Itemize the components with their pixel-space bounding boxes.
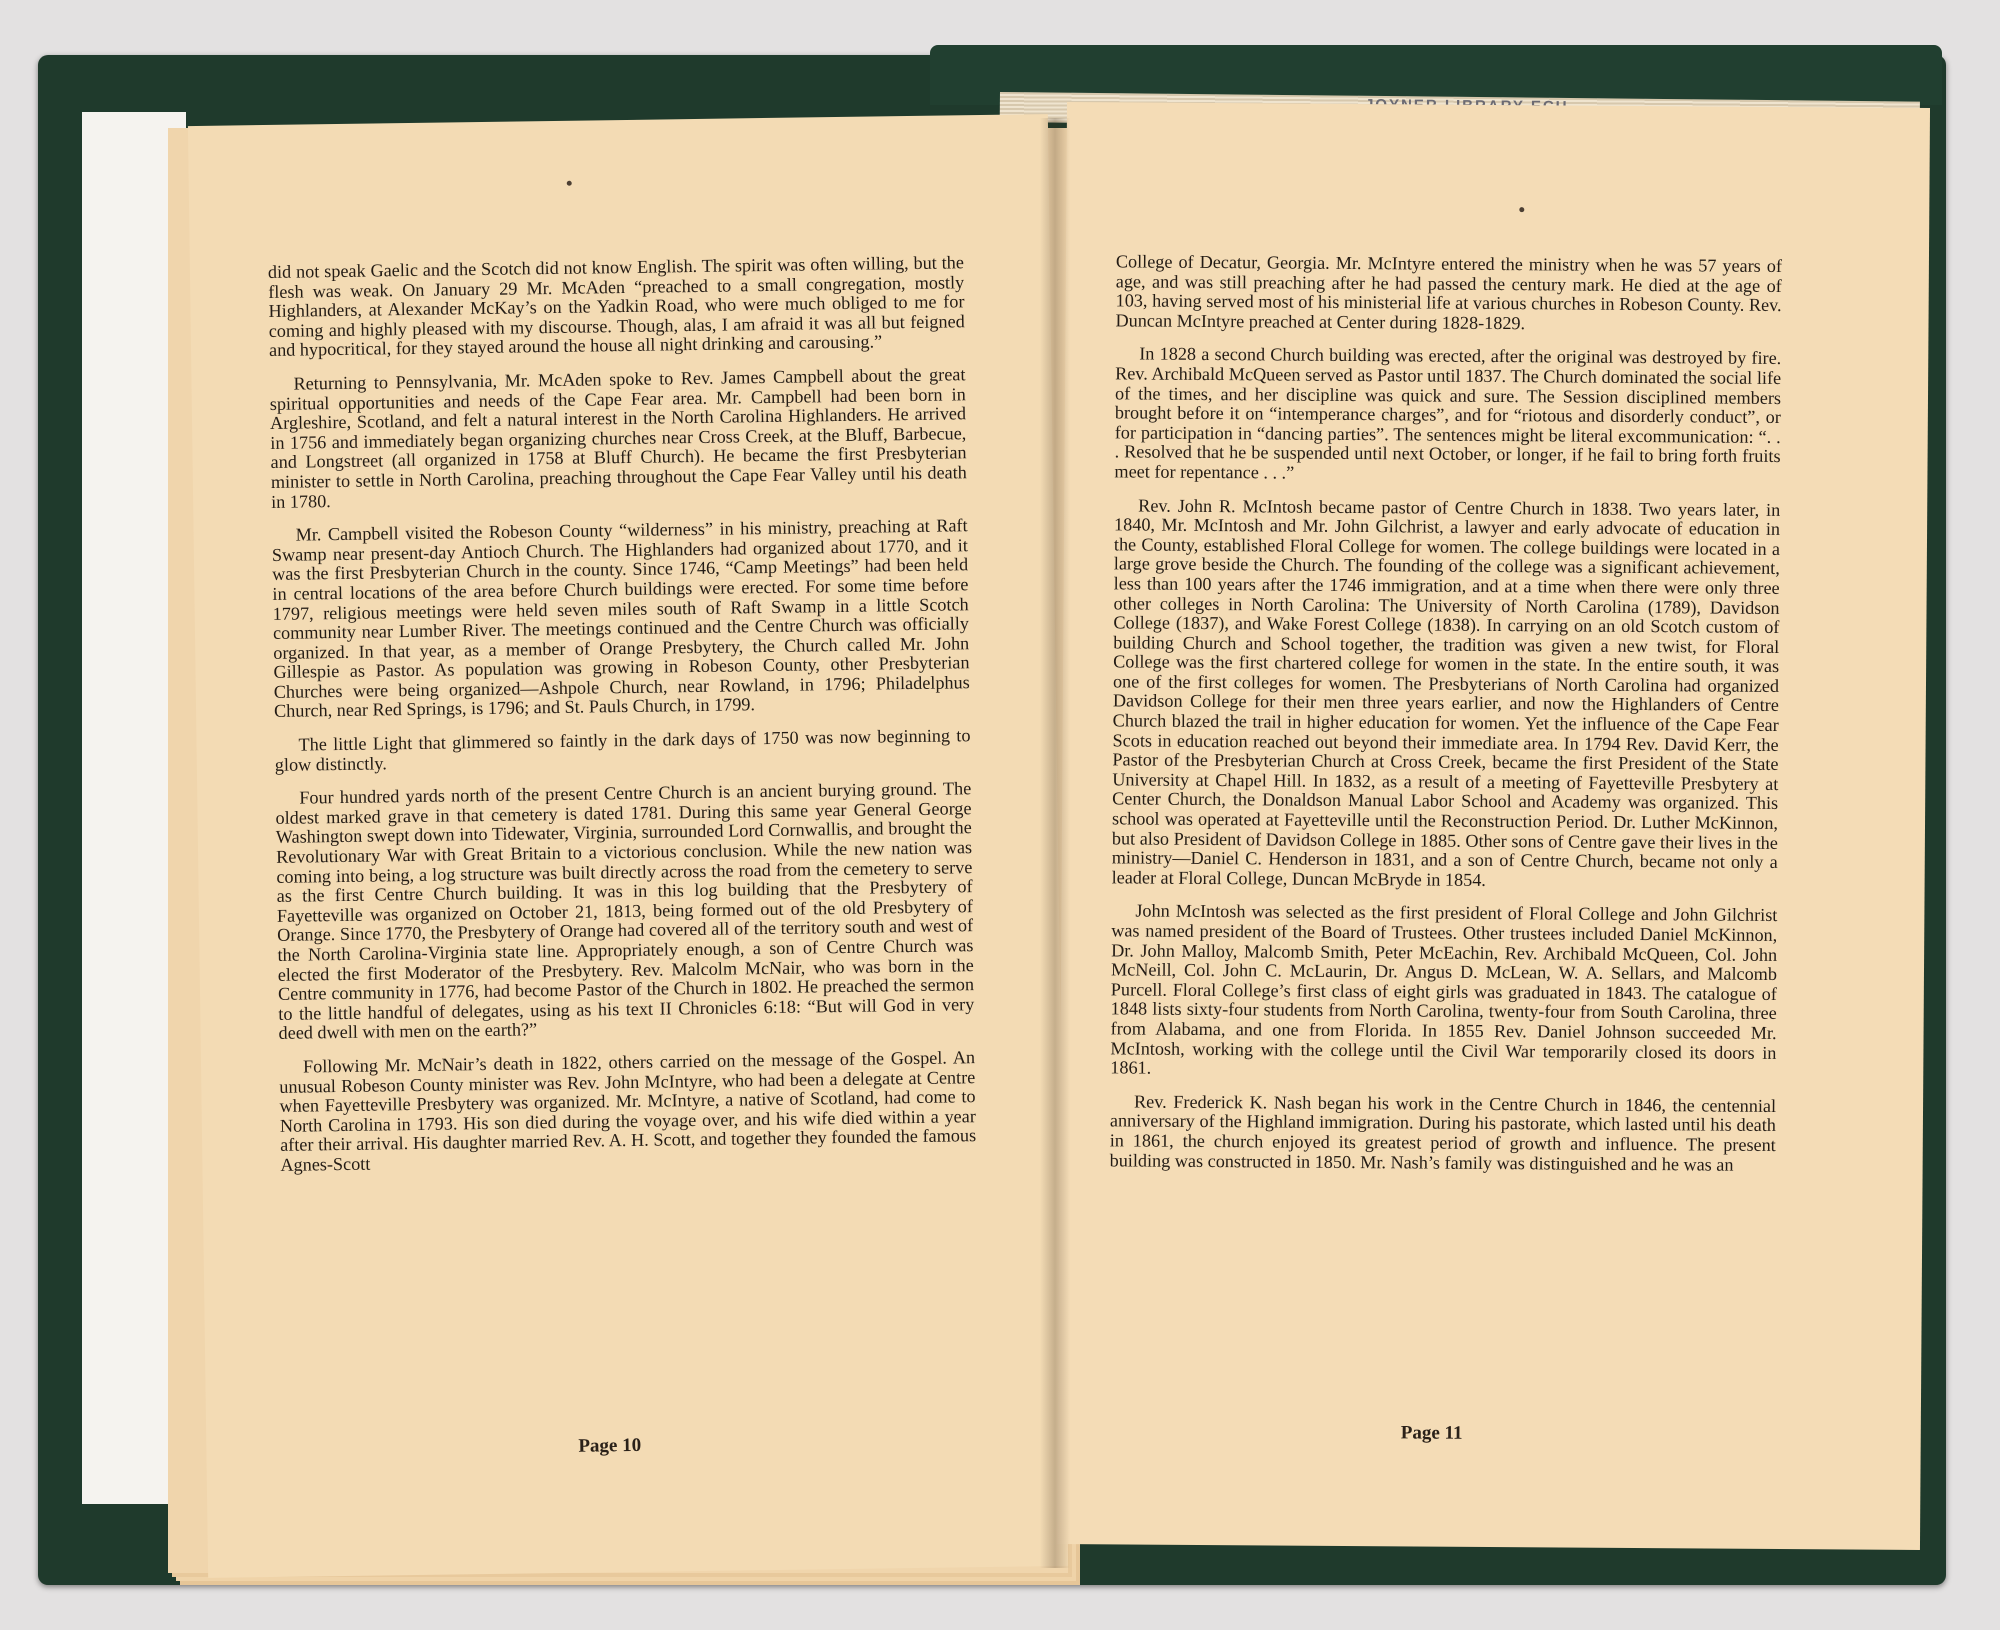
left-page <box>188 114 1068 1578</box>
page-number: Page 10 <box>578 1434 642 1457</box>
paragraph: Following Mr. McNair’s death in 1822, others carried on the message of the Gospel. An unusual Robeson County minister was Rev. John McIntyre, who had been a delegate at Centre when Fayetteville Presbytery was organized. Mr. McIntyre, a native of Scotland, had come to North Carolina in 1793. His son died during the voyage over, and his wife died within a year after their arrival. His daughter married Rev. A. H. Scott, and together they founded the famous Agnes-Scott <box>279 1047 977 1175</box>
paragraph: The little Light that glimmered so faintly in the dark days of 1750 was now beginning to glow distinctly. <box>274 725 971 775</box>
left-page-text <box>268 253 977 1189</box>
paragraph: In 1828 a second Church building was erected, after the original was destroyed by fire. Rev. Archibald McQueen served as Pastor until 1837. The Church dominated the social life of the times, and her discipline was quick and sure. The Session disciplined members brought before it on “intemperance charges”, and for “riotous and disorderly conduct”, or for participation in “dancing parties”. The sentences might be literal excommunication: “. . . Resolved that he be suspended until next October, or longer, if he fail to bring forth fruits meet for repentance . . .” <box>1114 343 1782 483</box>
paragraph: Mr. Campbell visited the Robeson County “wilderness” in his ministry, preaching at Raft Swamp near present-day Antioch Church. The Highlanders had organized about 1770, and it was the first Presbyterian Church in the county. Since 1746, “Camp Meetings” had been held in central locations of the area before Church buildings were erected. For some time before 1797, religious meetings were held seven miles south of Raft Swamp in a little Scotch community near Lumber River. The meetings continued and the Centre Church was officially organized. In that year, as a member of Orange Presbytery, the Church called Mr. John Gillespie as Pastor. As population was growing in Robeson County, other Presbyterian Churches were being organized—Ashpole Church, near Rowland, in 1796; Philadelphus Church, near Red Springs, is 1796; and St. Pauls Church, in 1799. <box>271 515 970 722</box>
paragraph: did not speak Gaelic and the Scotch did not know English. The spirit was often willing, but the flesh was weak. On January 29 Mr. McAden “preached to a small congregation, mostly Highlanders, at Alexander McKay’s on the Yadkin Road, who were much obliged to me for coming and highly pleased with my discourse. Though, alas, I am afraid it was all but feigned and hypocritical, for they stayed around the house all night drinking and carousing.” <box>267 252 965 361</box>
right-page <box>1057 102 1930 1550</box>
paragraph: Four hundred yards north of the present Centre Church is an ancient burying ground. The oldest marked grave in that cemetery is dated 1781. During this same year General George Washington swept down into Tidewater, Virginia, surrounded Lord Cornwallis, and brought the Revolutionary War with Great Britain to a victorious conclusion. While the new nation was coming into being, a log structure was built directly across the road from the cemetery to serve as the first Centre Church building. It was in this log building that the Presbytery of Fayetteville was organized on October 21, 1813, being formed out of the old Presbytery of Orange. Since 1770, the Presbytery of Orange had covered all of the territory south and west of the North Carolina-Virginia state line. Appropriately enough, a son of Centre Church was elected the first Moderator of the Presbytery. Rev. Malcolm McNair, who was born in the Centre community in 1776, had become Pastor of the Church in 1802. He preached the sermon to the little handful of delegates, using as his text II Chronicles 6:18: “But will God in very deed dwell with men on the earth?” <box>275 778 975 1044</box>
paragraph: John McIntosh was selected as the first president of Floral College and John Gilchrist was named president of the Board of Trustees. Other trustees included Daniel McKinnon, Dr. John Malloy, Malcomb Smith, Peter McEachin, Rev. Archibald McQueen, Col. John McNeill, Col. John C. McLaurin, Dr. Angus D. McLean, W. A. Sellars, and Malcomb Purcell. Floral College’s first class of eight girls was graduated in 1843. The catalogue of 1848 lists sixty-four students from North Carolina, twenty-four from South Carolina, three from Alabama, and one from Florida. In 1855 Rev. Daniel Johnson succeeded Mr. McIntosh, working with the college until the Civil War temporarily closed its doors in 1861. <box>1110 900 1778 1078</box>
page-number: Page 11 <box>1400 1422 1463 1444</box>
paragraph: College of Decatur, Georgia. Mr. McIntyre entered the ministry when he was 57 years of age, and was still preaching after he had passed the century mark. He died at the age of 103, having served most of his ministerial life at various churches in Robeson County. Rev. Duncan McIntyre preached at Center during 1828-1829. <box>1115 251 1782 333</box>
paragraph: Rev. Frederick K. Nash began his work in the Centre Church in 1846, the centennial anniversary of the Highland immigration. During his pastorate, which lasted until his death in 1861, the church enjoyed its greatest period of growth and influence. The present building was constructed in 1850. Mr. Nash’s family was distinguished and he was an <box>1109 1091 1777 1175</box>
book-spine-shadow <box>1040 118 1070 1568</box>
paragraph: Returning to Pennsylvania, Mr. McAden spoke to Rev. James Campbell about the great spiritual opportunities and needs of the Cape Fear area. Mr. Campbell had been born in Argleshire, Scotland, and felt a natural interest in the North Carolina Highlanders. He arrived in 1756 and immediately began organizing churches near Cross Creek, at the Bluff, Barbecue, and Longstreet (all organized in 1758 at Bluff Church). He became the first Presbyterian minister to settle in North Carolina, preaching throughout the Cape Fear Valley until his death in 1780. <box>269 364 967 512</box>
right-page-text <box>1109 252 1781 1189</box>
page-speck <box>1519 207 1524 212</box>
page-speck <box>567 181 572 186</box>
paragraph: Rev. John R. McIntosh became pastor of Centre Church in 1838. Two years later, in 1840, Mr. McIntosh and Mr. John Gilchrist, a lawyer and early advocate of education in the County, established Floral College for women. The college buildings were located in a large grove beside the Church. The founding of the college was a significant achievement, less than 100 years after the 1746 immigration, and at a time when there were only three other colleges in North Carolina: The University of North Carolina (1789), Davidson College (1837), and Wake Forest College (1838). In carrying on an old Scotch custom of building Church and School together, the tradition was given a new twist, for Floral College was the first chartered college for women in the state. In the entire south, it was one of the first colleges for women. The Presbyterians of North Carolina had organized Davidson College for their men three years earlier, and now the Highlanders of Centre Church blazed the trail in higher education for women. Yet the influence of the Cape Fear Scots in education reached out beyond their immediate area. In 1794 Rev. David Kerr, the Pastor of the Presbyterian Church at Cross Creek, became the first President of the State University at Chapel Hill. In 1832, as a result of a meeting of Fayetteville Presbytery at Center Church, the Donaldson Manual Labor School and Academy was organized. This school was operated at Fayetteville until the Reconstruction Period. Dr. Luther McKinnon, but also President of Davidson College in 1885. Other sons of Centre gave their lives in the ministry—Daniel C. Henderson in 1831, and a son of Centre Church, became not only a leader at Floral College, Duncan McBryde in 1854. <box>1111 495 1781 890</box>
